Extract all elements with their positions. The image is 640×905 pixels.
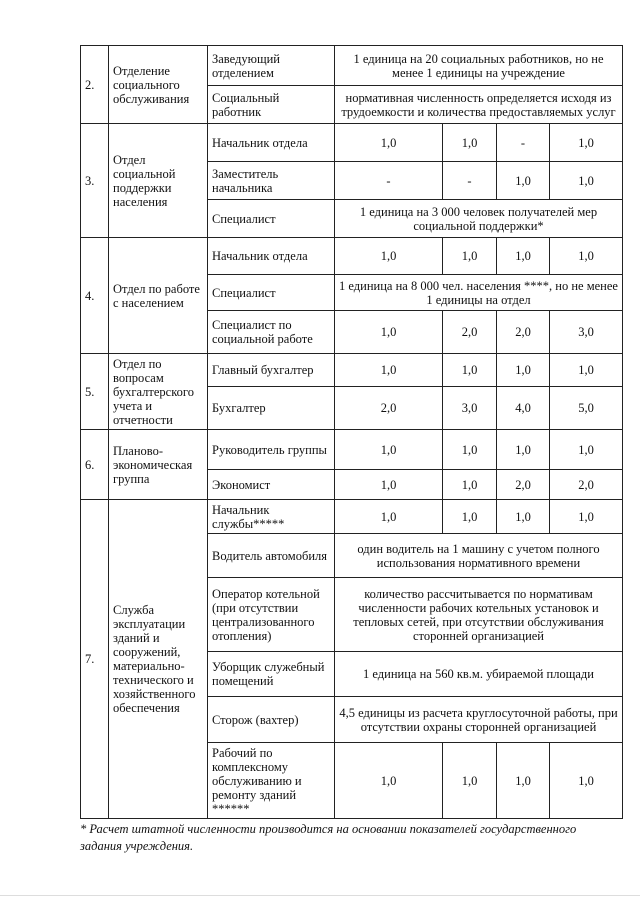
- staff-count-cell: 1,0: [335, 470, 443, 500]
- staff-count-cell: 2,0: [443, 311, 497, 354]
- department-cell: Отделение социального обслуживания: [109, 46, 208, 124]
- position-cell: Заведующий отделением: [208, 46, 335, 86]
- staff-count-cell: 1,0: [550, 743, 623, 819]
- staff-count-cell: 2,0: [335, 387, 443, 430]
- position-cell: Экономист: [208, 470, 335, 500]
- staff-count-cell: 1,0: [550, 124, 623, 162]
- position-cell: Сторож (вахтер): [208, 697, 335, 743]
- row-number-cell: 3.: [81, 124, 109, 238]
- staff-count-cell: 1,0: [550, 162, 623, 200]
- staff-count-cell: 1,0: [497, 743, 550, 819]
- position-cell: Социальный работник: [208, 86, 335, 124]
- position-cell: Рабочий по комплексному обслуживанию и ремонту зданий ******: [208, 743, 335, 819]
- row-number-cell: 6.: [81, 430, 109, 500]
- staff-count-cell: 2,0: [550, 470, 623, 500]
- staff-count-cell: 1,0: [497, 238, 550, 275]
- norm-note-cell: 1 единица на 560 кв.м. убираемой площади: [335, 652, 623, 697]
- position-cell: Бухгалтер: [208, 387, 335, 430]
- staff-count-cell: 1,0: [335, 311, 443, 354]
- table-row: [81, 124, 623, 162]
- staff-count-cell: 1,0: [550, 430, 623, 470]
- staff-count-cell: 1,0: [550, 354, 623, 387]
- staff-count-cell: 1,0: [443, 354, 497, 387]
- table-row: [81, 46, 623, 86]
- position-cell: Начальник отдела: [208, 124, 335, 162]
- staff-count-cell: 1,0: [497, 354, 550, 387]
- footnote: * Расчет штатной численности производится на основании показателей государственного задания учреждения.: [80, 822, 577, 853]
- staff-count-cell: 2,0: [497, 470, 550, 500]
- staff-count-cell: 1,0: [335, 430, 443, 470]
- table-row: [81, 238, 623, 275]
- row-number-cell: 5.: [81, 354, 109, 430]
- table-row: [81, 430, 623, 470]
- department-cell: Планово-экономическая группа: [109, 430, 208, 500]
- row-number-cell: 7.: [81, 500, 109, 819]
- norm-note-cell: нормативная численность определяется исходя из трудоемкости и количества предоставляемых услуг: [335, 86, 623, 124]
- staff-count-cell: 1,0: [335, 743, 443, 819]
- department-cell: Служба эксплуатации зданий и сооружений, материально-технического и хозяйственного обеспечения: [109, 500, 208, 819]
- department-cell: Отдел по работе с населением: [109, 238, 208, 354]
- position-cell: Уборщик служебный помещений: [208, 652, 335, 697]
- staff-count-cell: 1,0: [443, 743, 497, 819]
- staff-count-cell: 1,0: [443, 124, 497, 162]
- staff-count-cell: 3,0: [443, 387, 497, 430]
- staff-count-cell: 1,0: [550, 238, 623, 275]
- staff-count-cell: 1,0: [497, 430, 550, 470]
- staff-count-cell: 1,0: [497, 162, 550, 200]
- staff-count-cell: 1,0: [335, 124, 443, 162]
- staff-count-cell: -: [443, 162, 497, 200]
- norm-note-cell: 1 единица на 20 социальных работников, но не менее 1 единицы на учреждение: [335, 46, 623, 86]
- position-cell: Начальник отдела: [208, 238, 335, 275]
- norm-note-cell: количество рассчитывается по нормативам численности рабочих котельных установок и тепловых сетей, при отсутствии обслуживания сторонней организацией: [335, 578, 623, 652]
- staff-count-cell: 1,0: [550, 500, 623, 534]
- page-edge-line: [0, 895, 640, 896]
- staff-count-cell: 1,0: [497, 500, 550, 534]
- staff-count-cell: 1,0: [335, 354, 443, 387]
- staff-count-cell: 1,0: [443, 470, 497, 500]
- position-cell: Заместитель начальника: [208, 162, 335, 200]
- position-cell: Специалист по социальной работе: [208, 311, 335, 354]
- department-cell: Отдел по вопросам бухгалтерского учета и отчетности: [109, 354, 208, 430]
- norm-note-cell: 1 единица на 8 000 чел. населения ****, но не менее 1 единицы на отдел: [335, 275, 623, 311]
- staff-count-cell: 1,0: [443, 500, 497, 534]
- norm-note-cell: 4,5 единицы из расчета круглосуточной работы, при отсутствии охраны сторонней организацией: [335, 697, 623, 743]
- table-row: [81, 500, 623, 534]
- department-cell: Отдел социальной поддержки населения: [109, 124, 208, 238]
- position-cell: Специалист: [208, 275, 335, 311]
- staff-count-cell: 3,0: [550, 311, 623, 354]
- staff-count-cell: 1,0: [443, 430, 497, 470]
- staffing-table: [80, 45, 623, 819]
- position-cell: Водитель автомобиля: [208, 534, 335, 578]
- position-cell: Начальник службы*****: [208, 500, 335, 534]
- staff-count-cell: -: [335, 162, 443, 200]
- row-number-cell: 4.: [81, 238, 109, 354]
- staff-count-cell: 1,0: [335, 500, 443, 534]
- position-cell: Оператор котельной (при отсутствии централизованного отопления): [208, 578, 335, 652]
- position-cell: Главный бухгалтер: [208, 354, 335, 387]
- table-row: [81, 354, 623, 387]
- staff-count-cell: 5,0: [550, 387, 623, 430]
- norm-note-cell: 1 единица на 3 000 человек получателей мер социальной поддержки*: [335, 200, 623, 238]
- row-number-cell: 2.: [81, 46, 109, 124]
- position-cell: Руководитель группы: [208, 430, 335, 470]
- staff-count-cell: 1,0: [335, 238, 443, 275]
- staff-count-cell: -: [497, 124, 550, 162]
- staff-count-cell: 1,0: [443, 238, 497, 275]
- position-cell: Специалист: [208, 200, 335, 238]
- norm-note-cell: один водитель на 1 машину с учетом полного использования нормативного времени: [335, 534, 623, 578]
- staff-count-cell: 2,0: [497, 311, 550, 354]
- staff-count-cell: 4,0: [497, 387, 550, 430]
